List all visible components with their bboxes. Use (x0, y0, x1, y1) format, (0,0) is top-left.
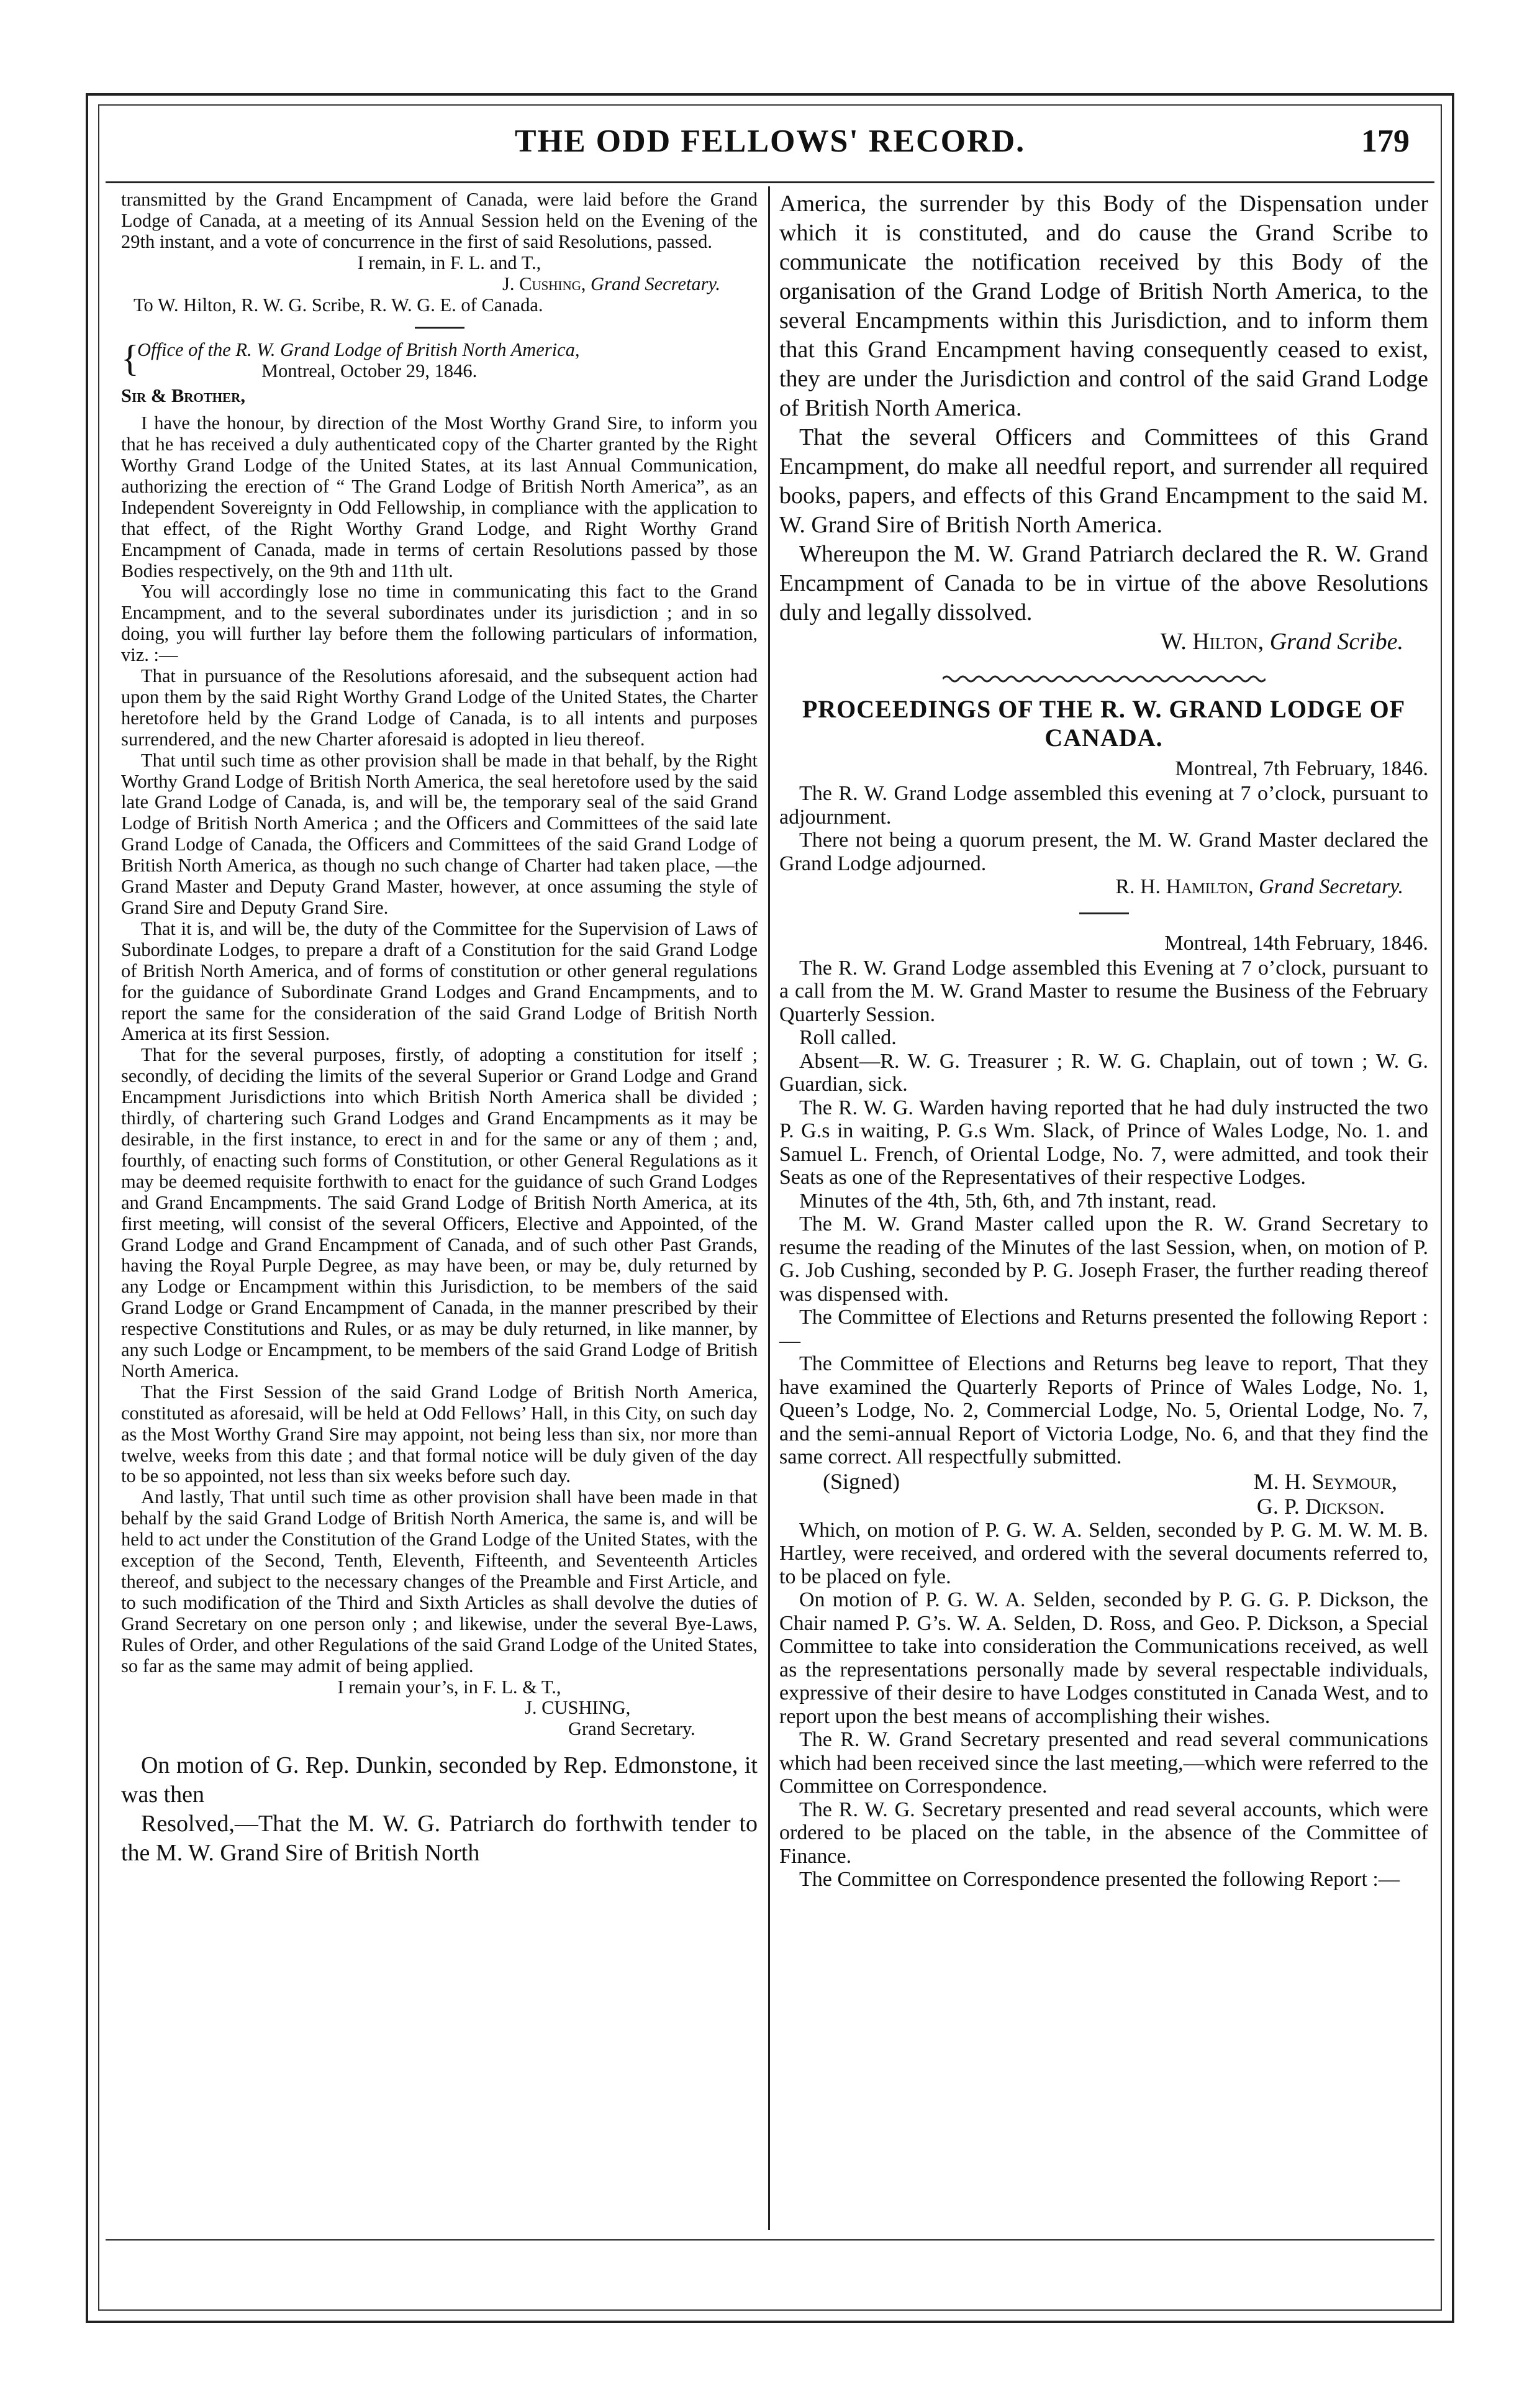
paragraph: The R. W. Grand Lodge assembled this Evening at 7 o’clock, pursuant to a call from the M. W. Grand Master to resume the Business of the February Quarterly Session. (779, 956, 1428, 1026)
page-number: 179 (1361, 124, 1410, 159)
signer-name: M. H. Seymour, (1253, 1468, 1397, 1494)
signature-name: W. Hilton, (1160, 629, 1264, 655)
paragraph: On motion of P. G. W. A. Selden, seconded by P. G. G. P. Dickson, the Chair named P. G’s. W. A. Selden, D. Ross, and Geo. P. Dickson, a Special Committee to take into consideration the Communications received, as well as the representations personally made by several respectable individuals, expressive of their desire to have Lodges constituted in Canada West, and to report upon the best means of accomplishing their wishes. (779, 1588, 1428, 1728)
paragraph: The R. W. Grand Lodge assembled this evening at 7 o’clock, pursuant to adjournment. (779, 782, 1428, 829)
paragraph: The Committee of Elections and Returns presented the following Report :— (779, 1306, 1428, 1352)
header-rule (106, 181, 1434, 183)
paragraph: Whereupon the M. W. Grand Patriarch declared the R. W. Grand Encampment of Canada to be in virtue of the above Resolutions duly and legally dissolved. (779, 541, 1428, 626)
footer-rule (106, 2239, 1434, 2241)
signature-title: Grand Secretary. (1259, 875, 1403, 898)
paragraph: That until such time as other provision shall be made in that behalf, by the Right Worthy Grand Lodge of British North America, the seal heretofore used by the said late Grand Lodge of Canada, is, and will be, the temporary seal of the said Grand Lodge of British North America ; and the Officers and Committees of the said late Grand Lodge of Canada, the Officers and Committees of the said Grand Lodge of British North America, as though no such change of Charter had taken place, —the Grand Master and Deputy Grand Master, however, at once assuming the style of Grand Sire and Deputy Grand Sire. (121, 749, 758, 918)
signed-block (779, 1469, 1428, 1494)
paragraph: The R. W. G. Warden having reported that he had duly instructed the two P. G.s in waiting, P. G.s Wm. Slack, of Prince of Wales Lodge, No. 1. and Samuel L. French, of Oriental Lodge, No. 7, were admitted, and took their Seats as one of the Representatives of their respective Lodges. (779, 1096, 1428, 1189)
signer-name: G. P. Dickson. (1256, 1493, 1385, 1519)
paragraph: Roll called. (799, 1026, 897, 1049)
addressee: To W. Hilton, R. W. G. Scribe, R. W. G. E. of Canada. (134, 294, 543, 316)
paragraph: The Committee on Correspondence presented the following Report :— (799, 1868, 1400, 1891)
paragraph: America, the surrender by this Body of the Dispensation under which it is constituted, and do cause the Grand Scribe to communicate the notification received by this Body of the organisation of the Grand Lodge of British North America, to the several Encampments within this Jurisdiction, and to inform them that this Grand Encampment having consequently ceased to exist, they are under the Jurisdiction and control of the said Grand Lodge of British North America. (779, 191, 1428, 421)
separator-rule (1079, 912, 1129, 914)
paragraph: The Committee of Elections and Returns beg leave to report, That they have examined the Quarterly Reports of Prince of Wales Lodge, No. 1, Queen’s Lodge, No. 2, Commercial Lodge, No. 5, Oriental Lodge, No. 7, and the semi-annual Report of Victoria Lodge, No. 6, and that they find the same correct. All respectfully submitted. (779, 1352, 1428, 1468)
signature-title: Grand Secretary. (591, 273, 720, 294)
wavy-separator (943, 674, 1266, 684)
salutation: Sir & Brother, (121, 385, 245, 407)
paragraph: I have the honour, by direction of the Most Worthy Grand Sire, to inform you that he has received a duly authenticated copy of the Charter granted by the Right Worthy Grand Lodge of the United States, at its last Annual Communication, authorizing the erection of “ The Grand Lodge of British North America”, as an Independent Sovereignty in Odd Fellowship, in compliance with the application to that effect, of the Right Worthy Grand Lodge, and Right Worthy Grand Encampment of Canada, made in terms of certain Resolutions passed by those Bodies respectively, on the 9th and 11th ult. (121, 412, 758, 581)
paragraph: That in pursuance of the Resolutions aforesaid, and the subsequent action had upon them by the said Right Worthy Grand Lodge of the United States, the Charter heretofore held by the Grand Lodge of Canada, is to all intents and purposes surrendered, and the new Charter aforesaid is adopted in lieu thereof. (121, 665, 758, 750)
right-large-text (779, 189, 1428, 657)
paragraph: Resolved,—That the M. W. G. Patriarch do forthwith tender to the M. W. Grand Sire of British North (121, 1811, 758, 1867)
paragraph: And lastly, That until such time as other provision shall have been made in that behalf by the said Grand Lodge of British North America, the same is, and will be held to act under the Constitution of the Grand Lodge of the United States, with the exception of the Second, Tenth, Eleventh, Fifteenth, and Seventeenth Articles thereof, and subject to the necessary changes of the Preamble and First Article, and to such modification of the Third and Sixth Articles as shall devolve the duties of Grand Secretary on one person only ; and likewise, under the several Bye-Laws, Rules of Order, and other Regulations of the said Grand Lodge of the United States, so far as the same may admit of being applied. (121, 1486, 758, 1676)
paragraph: The M. W. Grand Master called upon the R. W. Grand Secretary to resume the reading of the Minutes of the last Session, when, on motion of P. G. Job Cushing, seconded by P. G. Joseph Fraser, the further reading thereof was dispensed with. (779, 1212, 1428, 1306)
valediction: I remain your’s, in F. L. & T., (337, 1676, 561, 1698)
paragraph: There not being a quorum present, the M. W. Grand Master declared the Grand Lodge adjourned. (779, 829, 1428, 875)
separator-rule (415, 327, 464, 329)
signature-name: J. Cushing, (502, 273, 586, 294)
right-column (779, 189, 1428, 1891)
running-title: THE ODD FELLOWS' RECORD. (514, 124, 1026, 159)
signature-title: Grand Secretary. (568, 1718, 695, 1740)
paragraph: Absent—R. W. G. Treasurer ; R. W. G. Chaplain, out of town ; W. G. Guardian, sick. (779, 1049, 1428, 1096)
section-heading: PROCEEDINGS OF THE R. W. GRAND LODGE OF CANADA. (802, 695, 1406, 752)
dateline: Montreal, 14th February, 1846. (1164, 931, 1428, 955)
paragraph: That the First Session of the said Grand Lodge of British North America, constituted as aforesaid, will be held at Odd Fellows’ Hall, in this City, on such day as the Most Worthy Grand Sire may appoint, not being less than six, nor more than twelve, weeks from this date ; and that formal notice will be duly given of the day to be so appointed, not less than six weeks before such day. (121, 1381, 758, 1487)
paragraph: You will accordingly lose no time in communicating this fact to the Grand Encampment, and to the several subordinates under its jurisdiction ; and in so doing, you will further lay before them the following particulars of information, viz. :— (121, 581, 758, 666)
office-date: Montreal, October 29, 1846. (261, 360, 478, 382)
paragraph: The R. W. Grand Secretary presented and read several communications which had been received since the last meeting,—which were referred to the Committee on Correspondence. (779, 1728, 1428, 1798)
paragraph: The R. W. G. Secretary presented and read several accounts, which were ordered to be placed on the table, in the absence of the Committee of Finance. (779, 1798, 1428, 1868)
paragraph: Minutes of the 4th, 5th, 6th, and 7th instant, read. (799, 1189, 1217, 1212)
left-small-text (121, 189, 758, 1740)
paragraph: That the several Officers and Committees of this Grand Encampment, do make all needful report, and surrender all required books, papers, and effects of this Grand Encampment to the said M. W. Grand Sire of British North America. (779, 424, 1428, 538)
signature (121, 274, 720, 295)
office-line: Office of the R. W. Grand Lodge of British North America, (137, 339, 580, 361)
paragraph: On motion of G. Rep. Dunkin, seconded by Rep. Edmonstone, it was then (121, 1752, 758, 1808)
page-header (106, 112, 1434, 171)
signature-name: R. H. Hamilton, (1115, 875, 1254, 898)
column-divider (768, 186, 770, 2230)
signature (779, 627, 1403, 657)
office-address (121, 340, 758, 382)
signature-title: Grand Scribe. (1269, 629, 1403, 655)
paragraph: Which, on motion of P. G. W. A. Selden, seconded by P. G. M. W. M. B. Hartley, were received, and ordered with the several documents referred to, to be placed on fyle. (779, 1518, 1428, 1588)
left-column (121, 189, 758, 1868)
dateline: Montreal, 7th February, 1846. (1175, 757, 1428, 780)
paragraph: That for the several purposes, firstly, of adopting a constitution for itself ; secondly, of deciding the limits of the several Superior or Grand Lodge and Grand Encampment Jurisdictions into which British North America shall be divided ; thirdly, of chartering such Grand Lodges and Grand Encampments as it may be desirable, in the first instance, to erect in and for the same or any of them ; and, fourthly, of enacting such forms of Constitution, or other General Regulations as it may be deemed requisite forthwith to enact for the guidance of such Grand Lodges and Grand Encampments. The said Grand Lodge of British North America, at its first meeting, will consist of the several Officers, Elective and Appointed, of the Grand Lodge and Grand Encampment of Canada, and of such other Past Grands, having the Royal Purple Degree, as may have been, or may be, duly returned by any Lodge or Encampment within this Jurisdiction, to be members of the said Grand Lodge or Grand Encampment of Canada, in the manner prescribed by their respective Constitutions and Rules, or as may be duly returned, in like manner, by any such Lodge or Encampment, to be members of the said Grand Lodge of British North America. (121, 1044, 758, 1381)
paragraph: That it is, and will be, the duty of the Committee for the Supervision of Laws of Subordinate Lodges, to prepare a draft of a Constitution for the said Grand Lodge of British North America, and of forms of constitution or other general regulations for the guidance of Subordinate Grand Lodges and Grand Encampments, and to report the same for the consideration of the said Grand Lodge of British North America at its first Session. (121, 917, 758, 1045)
signature-name: J. CUSHING, (525, 1697, 631, 1719)
brace-glyph: { (121, 338, 139, 380)
signature (779, 875, 1403, 899)
left-large-text (121, 1751, 758, 1868)
paragraph: transmitted by the Grand Encampment of Canada, were laid before the Grand Lodge of Canada, at a meeting of its Annual Session held on the Evening of the 29th instant, and a vote of concurrence in the first of said Resolutions, passed. (121, 189, 758, 252)
right-small-text (779, 756, 1428, 1891)
valediction: I remain, in F. L. and T., (357, 252, 541, 273)
signed-label: (Signed) (823, 1468, 900, 1494)
